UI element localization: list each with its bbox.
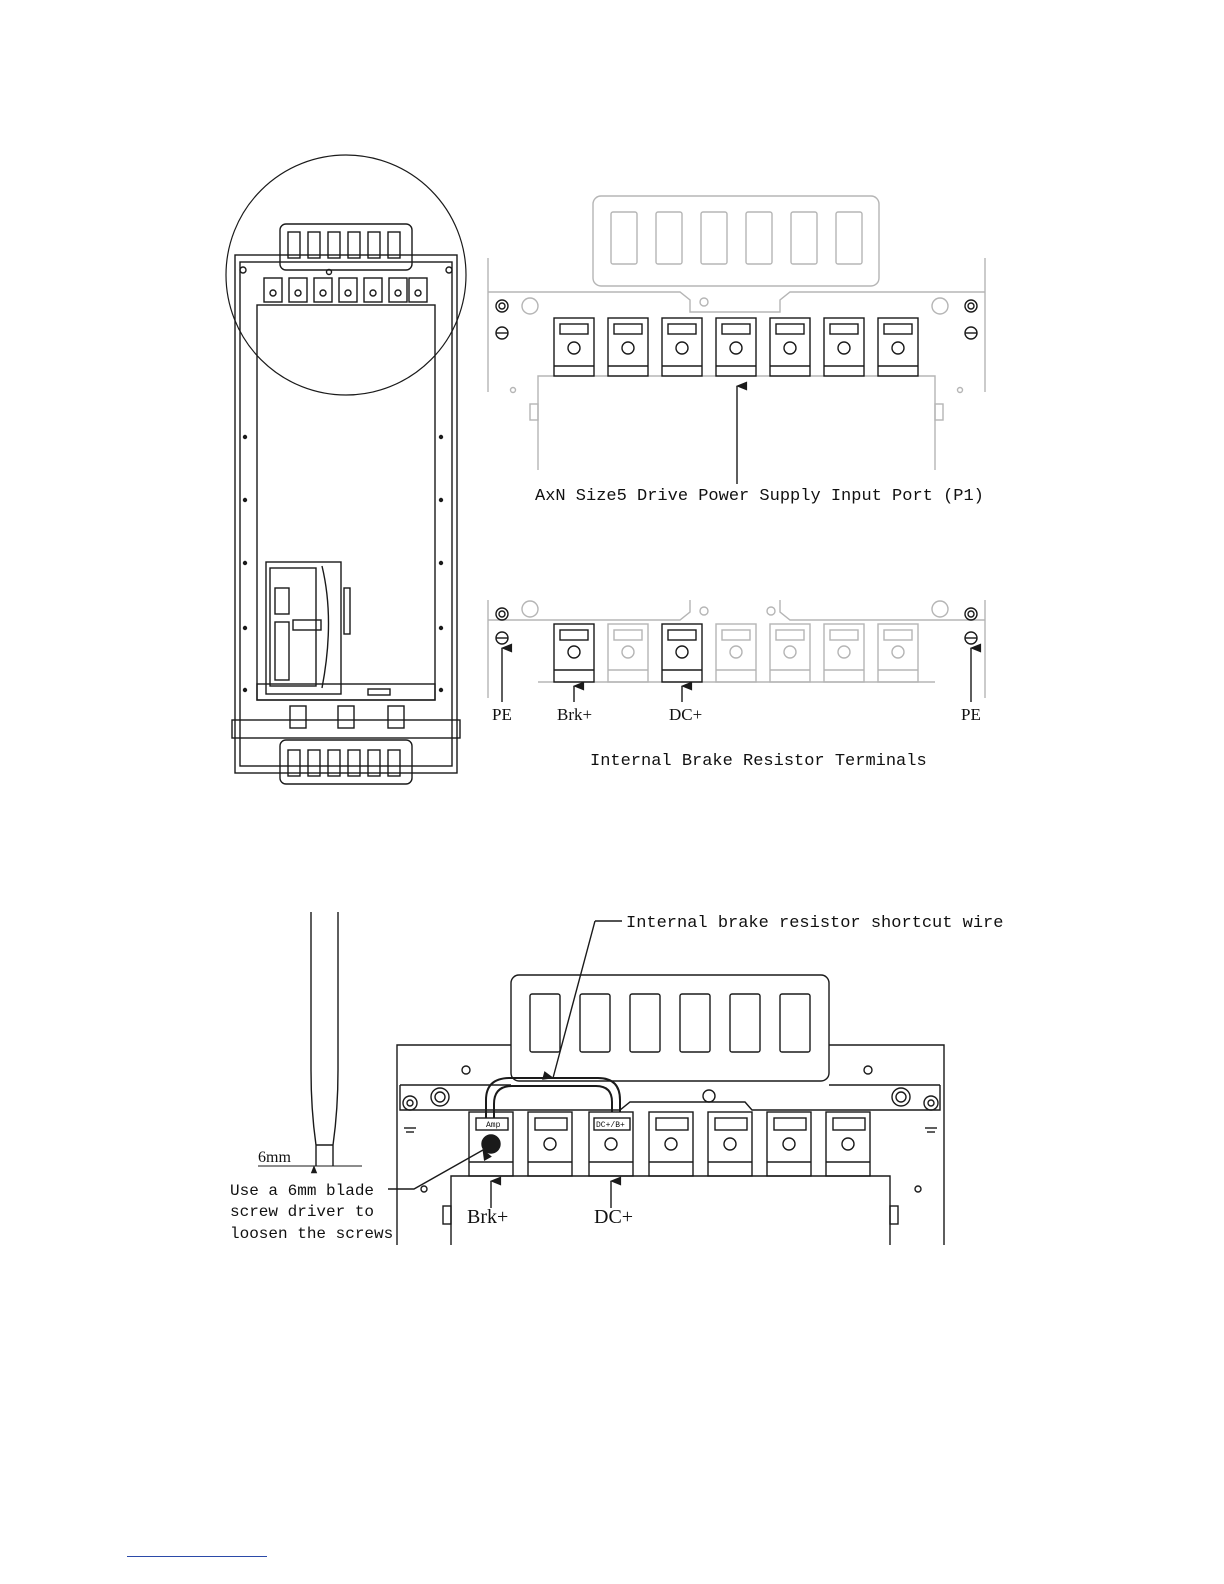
power-terminal-zoom bbox=[488, 196, 985, 484]
pe-left-label: PE bbox=[492, 705, 512, 724]
power-port-label: AxN Size5 Drive Power Supply Input Port (P1) bbox=[535, 487, 984, 506]
terminal-tag-amp: Amp bbox=[486, 1121, 501, 1130]
instruction-line-1: Use a 6mm blade bbox=[230, 1182, 375, 1200]
drive-full-view bbox=[226, 155, 466, 784]
instruction-line-2: screw driver to bbox=[230, 1203, 375, 1221]
dc-label: DC+ bbox=[669, 705, 703, 724]
instruction-line-3: loosen the screws bbox=[230, 1225, 394, 1243]
brake-terminal-zoom bbox=[488, 600, 985, 702]
terminal-tag-dc: DC+/B+ bbox=[596, 1121, 625, 1130]
shortcut-wire-label: Internal brake resistor shortcut wire bbox=[626, 914, 1004, 933]
bottom-dc-label: DC+ bbox=[594, 1206, 634, 1228]
pe-right-label: PE bbox=[961, 705, 981, 724]
bottom-brk-label: Brk+ bbox=[467, 1206, 509, 1228]
brake-terminals-caption: Internal Brake Resistor Terminals bbox=[590, 752, 927, 771]
blade-width-label: 6mm bbox=[258, 1149, 291, 1166]
screwdriver-icon bbox=[258, 912, 362, 1166]
shortcut-wire-detail bbox=[388, 921, 944, 1245]
footer-rule bbox=[127, 1556, 267, 1557]
brk-label: Brk+ bbox=[557, 705, 593, 724]
